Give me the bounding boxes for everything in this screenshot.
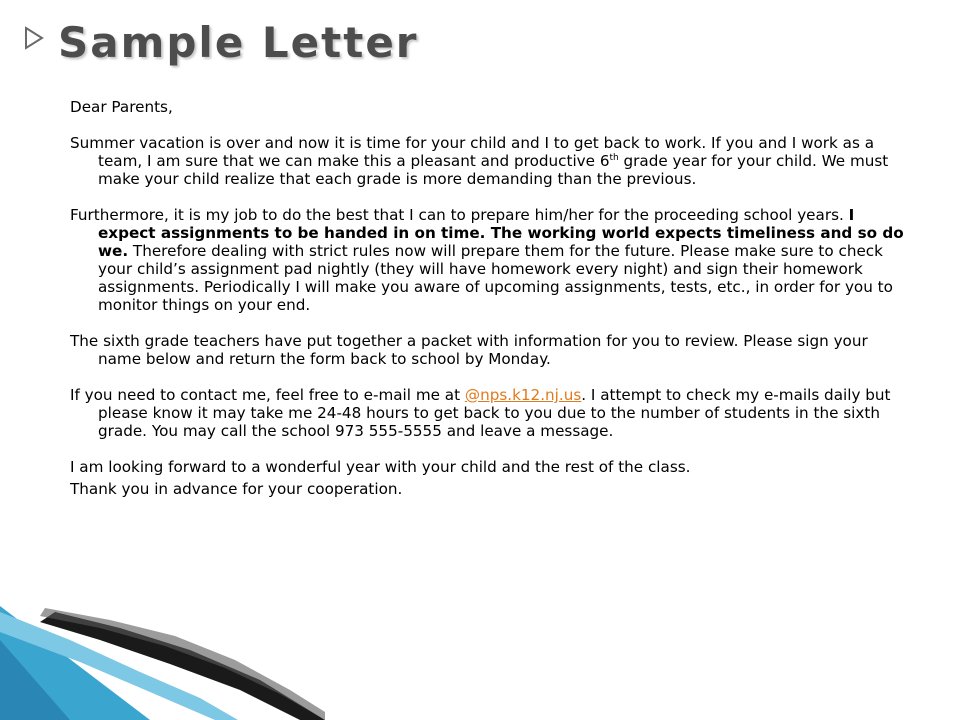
paragraph-thanks: Thank you in advance for your cooperation. (70, 480, 403, 498)
title-bullet-icon (26, 28, 42, 48)
paragraph-intro (70, 134, 910, 188)
paragraph-contact-tail: . I attempt to check my e-mails daily but please know it may take me 24-48 hours to get back to you due to the number of students in the sixth grade. You may call the school 973 555-5555 and leave a message. (98, 386, 891, 440)
ordinal-superscript: th (609, 152, 619, 163)
paragraph-contact (70, 386, 910, 440)
expectations-bold-text: I expect assignments to be handed in on time. The working world expects timeliness and so do we. (98, 206, 904, 260)
paragraph-intro-text: Summer vacation is over and now it is time for your child and I to get back to work. If you and I work as a team, I am sure that we can make this a pleasant and productive 6 (70, 134, 875, 170)
letter-body (70, 98, 910, 498)
paragraph-intro-tail: grade year for your child. We must make your child realize that each grade is more demanding than the previous. (98, 152, 889, 188)
slide-title: Sample Letter (58, 18, 419, 67)
salutation: Dear Parents, (70, 98, 173, 116)
paragraph-contact-text: If you need to contact me, feel free to e-mail me at (70, 386, 465, 404)
paragraph-expectations-tail: Therefore dealing with strict rules now will prepare them for the future. Please make sure to check your child’s assignment pad nightly (they will have homework every night) and sign their homework assignments. Periodically I will make you aware of upcoming assignments, tests, etc., in order for you to monitor things on your end. (98, 242, 893, 314)
paragraph-packet: The sixth grade teachers have put together a packet with information for you to review. Please sign your name below and return the form back to school by Monday. (70, 332, 868, 368)
paragraph-expectations-text: Furthermore, it is my job to do the best that I can to prepare him/her for the proceeding school years. (70, 206, 849, 224)
paragraph-closing: I am looking forward to a wonderful year with your child and the rest of the class. (70, 458, 691, 476)
paragraph-expectations (70, 206, 910, 314)
email-link[interactable]: @nps.k12.nj.us (464, 386, 582, 404)
bottom-swoosh-decoration (0, 606, 325, 720)
